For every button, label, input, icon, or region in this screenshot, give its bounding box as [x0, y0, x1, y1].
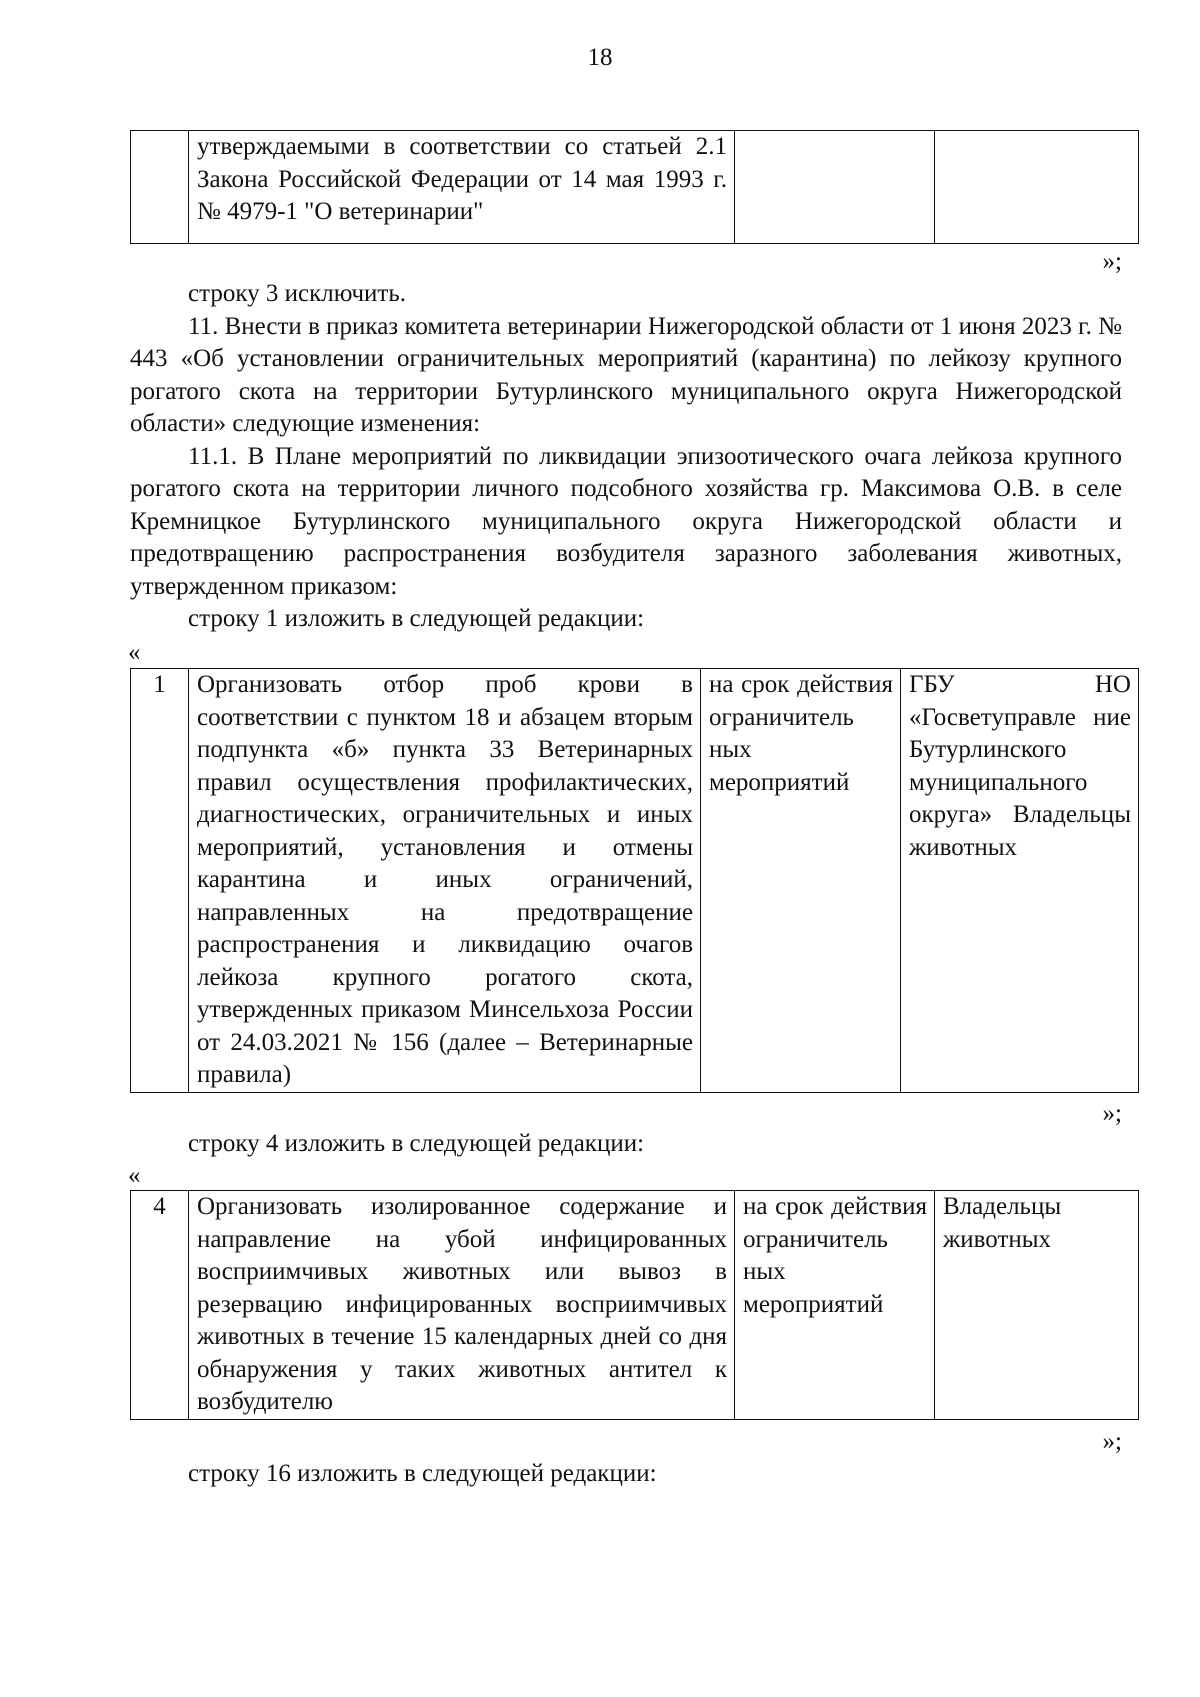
instruction-row-4: строку 4 изложить в следующей редакции: [188, 1130, 645, 1157]
measure-text: Организовать отбор проб крови в соответствии с пунктом 18 и абзацем вторым подпункта «б» пункта 33 Ветеринарных правил осуществления профилактических, диагностических, ограничительных и иных мероприятий, установления и отмены карантина и иных ограничений, направленных на предотвращение распространения и ликвидацию очагов лейкоза крупного рогатого скота, утвержденных приказом Минсельхоза России от 24.03.2021 № 156 (далее – Ветеринарные правила) [189, 669, 701, 1093]
measure-term: на срок действия ограничитель ных мероприятий [701, 669, 901, 1093]
opening-quote: « [128, 639, 141, 666]
table-continuation [130, 130, 1139, 244]
measure-term: на срок действия ограничитель ных мероприятий [735, 1191, 935, 1420]
measure-responsible: Владельцы животных [935, 1191, 1139, 1420]
table-row-1 [130, 668, 1139, 1093]
instruction-row-1: строку 1 изложить в следующей редакции: [188, 605, 645, 632]
measure-term [735, 131, 935, 244]
measure-text: утверждаемыми в соответствии со статьей 2.1 Закона Российской Федерации от 14 мая 1993 г. № 4979-1 "О ветеринарии" [189, 131, 735, 244]
measure-responsible: ГБУ НО «Госветуправле ние Бутурлинского муниципального округа» Владельцы животных [901, 669, 1139, 1093]
table-row [131, 131, 1139, 244]
closing-quote: »; [1102, 248, 1122, 275]
paragraph-11-1: 11.1. В Плане мероприятий по ликвидации эпизоотического очага лейкоза крупного рогатого скота на территории личного подсобного хозяйства гр. Максимова О.В. в селе Кремницкое Бутурлинского муниципального округа Нижегородской области и предотвращению распространения возбудителя заразного заболевания животных, утвержденном приказом: [130, 442, 1122, 600]
closing-quote: »; [1102, 1100, 1122, 1127]
instruction-row-16-block [130, 1458, 1122, 1491]
instruction-block [130, 278, 1122, 636]
closing-quote: »; [1102, 1428, 1122, 1455]
table-row [131, 1191, 1139, 1420]
paragraph-11: 11. Внести в приказ комитета ветеринарии Нижегородской области от 1 июня 2023 г. № 443 «Об установлении ограничительных мероприятий (карантина) по лейкозу крупного рогатого скота на территории Бутурлинского муниципального округа Нижегородской области» следующие изменения: [130, 312, 1122, 437]
row-number: 4 [131, 1191, 189, 1420]
measure-responsible [935, 131, 1139, 244]
instruction-row-4-block [130, 1128, 1122, 1161]
row-number: 1 [131, 669, 189, 1093]
instruction-row-16: строку 16 изложить в следующей редакции: [188, 1460, 657, 1487]
page-number: 18 [587, 44, 613, 71]
opening-quote: « [128, 1162, 141, 1189]
table-row [131, 669, 1139, 1093]
table-row-4 [130, 1190, 1139, 1420]
instruction-exclude-row: строку 3 исключить. [188, 280, 406, 307]
measure-text: Организовать изолированное содержание и направление на убой инфицированных восприимчивых животных или вывоз в резервацию инфицированных восприимчивых животных в течение 15 календарных дней со дня обнаружения у таких животных антител к возбудителю [189, 1191, 735, 1420]
row-number [131, 131, 189, 244]
